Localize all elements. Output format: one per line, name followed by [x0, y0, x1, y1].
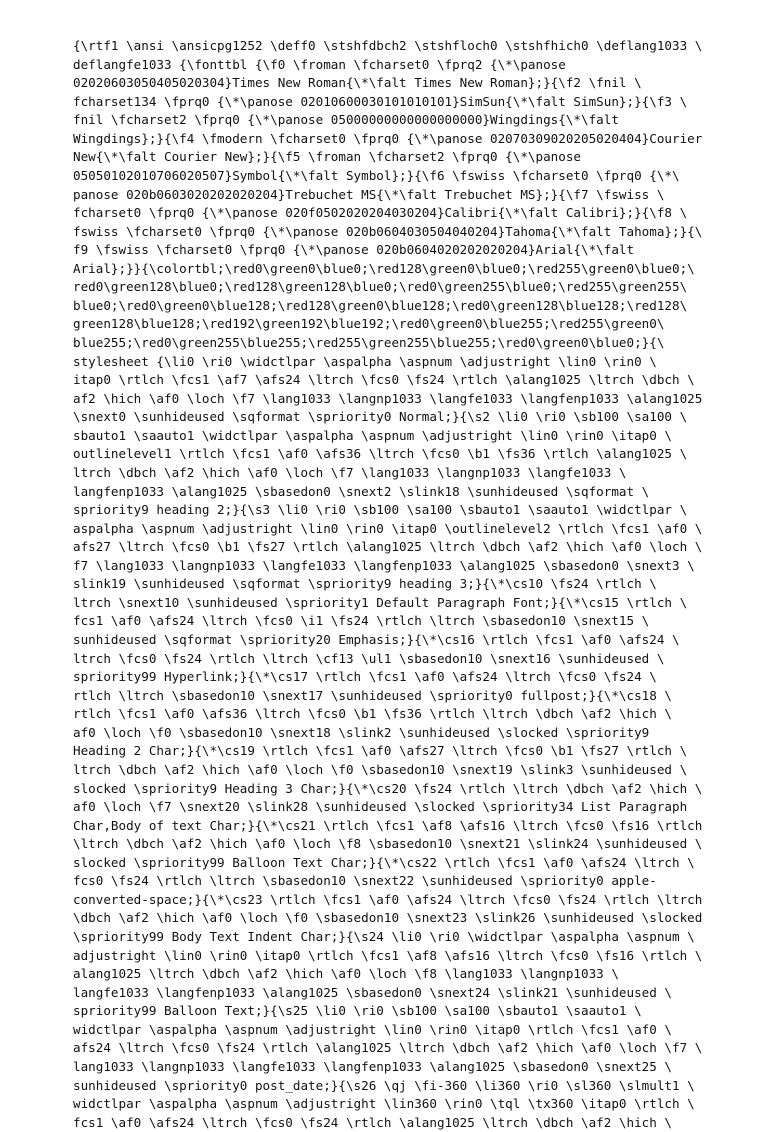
document-text-line: rtlch \fcs1 \af0 \afs36 \ltrch \fcs0 \b1 \fs36 \rtlch \ltrch \dbch \af2 \hich \	[73, 706, 672, 722]
document-text-line: slocked \spriority9 Heading 3 Char;}{\*\cs20 \fs24 \rtlch \ltrch \dbch \af2 \hich \	[73, 780, 703, 796]
document-text-line: alang1025 \ltrch \dbch \af2 \hich \af0 \loch \f8 \lang1033 \langnp1033 \	[73, 966, 619, 982]
document-text-line: Char,Body of text Char;}{\*\cs21 \rtlch \fcs1 \af8 \afs16 \ltrch \fcs0 \fs16 \rtlch	[73, 817, 703, 833]
document-text-line: afs27 \ltrch \fcs0 \b1 \fs27 \rtlch \alang1025 \ltrch \dbch \af2 \hich \af0 \loch \	[73, 539, 703, 555]
document-text-line: sunhideused \spriority0 post_date;}{\s26 \qj \fi-360 \li360 \ri0 \sl360 \slmult1 \	[73, 1077, 695, 1093]
document-text-line: widctlpar \aspalpha \aspnum \adjustright \lin360 \rin0 \tql \tx360 \itap0 \rtlch \	[73, 1096, 695, 1112]
document-text-line: af2 \hich \af0 \loch \f7 \lang1033 \langnp1033 \langfe1033 \langfenp1033 \alang1025	[73, 390, 703, 406]
document-text-line: fswiss \fcharset0 \fprq0 {\*\panose 020b0604030504040204}Tahoma{\*\falt Tahoma};}{\	[73, 223, 703, 239]
document-text-line: outlinelevel1 \rtlch \fcs1 \af0 \afs36 \ltrch \fcs0 \b1 \fs36 \rtlch \alang1025 \	[73, 446, 688, 462]
document-text-line: fcharset0 \fprq0 {\*\panose 020f0502020204030204}Calibri{\*\falt Calibri};}{\f8 \	[73, 205, 688, 221]
document-text-line: sbauto1 \saauto1 \widctlpar \aspalpha \aspnum \adjustright \lin0 \rin0 \itap0 \	[73, 427, 672, 443]
document-text-line: fcs1 \af0 \afs24 \ltrch \fcs0 \fs24 \rtlch \alang1025 \ltrch \dbch \af2 \hich \	[73, 1114, 672, 1130]
document-text-line: f9 \fswiss \fcharset0 \fprq0 {\*\panose 020b0604020202020204}Arial{\*\falt	[73, 242, 635, 258]
document-text-line: Heading 2 Char;}{\*\cs19 \rtlch \fcs1 \af0 \afs27 \ltrch \fcs0 \b1 \fs27 \rtlch \	[73, 743, 688, 759]
document-text-line: langfe1033 \langfenp1033 \alang1025 \sbasedon0 \snext24 \slink21 \sunhideused \	[73, 984, 672, 1000]
document-text-line: New{\*\falt Courier New};}{\f5 \froman \fcharset2 \fprq0 {\*\panose	[73, 149, 581, 165]
document-text-line: aspalpha \aspnum \adjustright \lin0 \rin0 \itap0 \outlinelevel2 \rtlch \fcs1 \af0 \	[73, 520, 703, 536]
document-page	[73, 37, 713, 1132]
document-text-line: fcs0 \fs24 \rtlch \ltrch \sbasedon10 \snext22 \sunhideused \spriority0 apple-	[73, 873, 657, 889]
document-text-line: slink19 \sunhideused \sqformat \spriority9 heading 3;}{\*\cs10 \fs24 \rtlch \	[73, 576, 657, 592]
document-text-line: spriority99 Hyperlink;}{\*\cs17 \rtlch \fcs1 \af0 \afs24 \ltrch \fcs0 \fs24 \	[73, 669, 657, 685]
document-text-line: lang1033 \langnp1033 \langfe1033 \langfenp1033 \alang1025 \sbasedon0 \snext25 \	[73, 1058, 672, 1074]
document-text-line: itap0 \rtlch \fcs1 \af7 \afs24 \ltrch \fcs0 \fs24 \rtlch \alang1025 \ltrch \dbch \	[73, 372, 695, 388]
document-text-line: \ltrch \dbch \af2 \hich \af0 \loch \f8 \sbasedon10 \snext21 \slink24 \sunhideused \	[73, 836, 703, 852]
document-text-line: spriority9 heading 2;}{\s3 \li0 \ri0 \sb100 \sa100 \sbauto1 \saauto1 \widctlpar \	[73, 502, 688, 518]
document-text-line: ltrch \fcs0 \fs24 \rtlch \ltrch \cf13 \ul1 \sbasedon10 \snext16 \sunhideused \	[73, 650, 665, 666]
document-text-line: fcs1 \af0 \afs24 \ltrch \fcs0 \i1 \fs24 \rtlch \ltrch \sbasedon10 \snext15 \	[73, 613, 650, 629]
document-text-line: fcharset134 \fprq0 {\*\panose 02010600030101010101}SimSun{\*\falt SimSun};}{\f3 \	[73, 93, 688, 109]
document-text-line: blue0;\red0\green0\blue128;\red128\green0\blue128;\red0\green128\blue128;\red128\	[73, 297, 688, 313]
document-text-line: f7 \lang1033 \langnp1033 \langfe1033 \langfenp1033 \alang1025 \sbasedon0 \snext3 \	[73, 557, 695, 573]
document-text-line: \snext0 \sunhideused \sqformat \spriority0 Normal;}{\s2 \li0 \ri0 \sb100 \sa100 \	[73, 409, 688, 425]
document-text-line: blue255;\red0\green255\blue255;\red255\green255\blue255;\red0\green0\blue0;}{\	[73, 335, 665, 350]
document-text-line: Arial};}}{\colortbl;\red0\green0\blue0;\red128\green0\blue0;\red255\green0\blue0;\	[73, 260, 695, 276]
document-text-line: langfenp1033 \alang1025 \sbasedon0 \snext2 \slink18 \sunhideused \sqformat \	[73, 483, 650, 499]
document-text-line: adjustright \lin0 \rin0 \itap0 \rtlch \fcs1 \af8 \afs16 \ltrch \fcs0 \fs16 \rtlch \	[73, 947, 703, 963]
document-text-line: afs24 \ltrch \fcs0 \fs24 \rtlch \alang1025 \ltrch \dbch \af2 \hich \af0 \loch \f7 \	[73, 1040, 703, 1056]
document-text-line: deflangfe1033 {\fonttbl {\f0 \froman \fcharset0 \fprq2 {\*\panose	[73, 56, 566, 72]
document-text-line: ltrch \snext10 \sunhideused \spriority1 Default Paragraph Font;}{\*\cs15 \rtlch \	[73, 594, 688, 610]
document-text-line: \dbch \af2 \hich \af0 \loch \f0 \sbasedon10 \snext23 \slink26 \sunhideused \slocked	[73, 910, 703, 926]
document-text-line: widctlpar \aspalpha \aspnum \adjustright \lin0 \rin0 \itap0 \rtlch \fcs1 \af0 \	[73, 1021, 672, 1037]
document-text-line: rtlch \ltrch \sbasedon10 \snext17 \sunhideused \spriority0 fullpost;}{\*\cs18 \	[73, 687, 672, 703]
document-text-line: spriority99 Balloon Text;}{\s25 \li0 \ri0 \sb100 \sa100 \sbauto1 \saauto1 \	[73, 1003, 642, 1019]
document-text-line: red0\green128\blue0;\red128\green128\blue0;\red0\green255\blue0;\red255\green255\	[73, 279, 688, 295]
document-text-line: {\rtf1 \ansi \ansicpg1252 \deff0 \stshfdbch2 \stshfloch0 \stshfhich0 \deflang1033 \	[73, 38, 703, 53]
document-text-line: \spriority99 Body Text Indent Char;}{\s24 \li0 \ri0 \widctlpar \aspalpha \aspnum \	[73, 929, 695, 944]
document-text-line: sunhideused \sqformat \spriority20 Emphasis;}{\*\cs16 \rtlch \fcs1 \af0 \afs24 \	[73, 632, 680, 647]
document-text-line: green128\blue128;\red192\green192\blue192;\red0\green0\blue255;\red255\green0\	[73, 316, 665, 332]
document-text-line: panose 020b0603020202020204}Trebuchet MS{\*\falt Trebuchet MS};}{\f7 \fswiss \	[73, 186, 665, 202]
document-text-line: ltrch \dbch \af2 \hich \af0 \loch \f0 \sbasedon10 \snext19 \slink3 \sunhideused \	[73, 761, 688, 777]
document-text-line: ltrch \dbch \af2 \hich \af0 \loch \f7 \lang1033 \langnp1033 \langfe1033 \	[73, 464, 627, 480]
document-text-line: slocked \spriority99 Balloon Text Char;}{\*\cs22 \rtlch \fcs1 \af0 \afs24 \ltrch \	[73, 854, 695, 870]
document-text-line: 05050102010706020507}Symbol{\*\falt Symbol};}{\f6 \fswiss \fcharset0 \fprq0 {\*\	[73, 167, 680, 183]
document-text-line: fnil \fcharset2 \fprq0 {\*\panose 05000000000000000000}Wingdings{\*\falt	[73, 112, 619, 128]
document-text-line: af0 \loch \f7 \snext20 \slink28 \sunhideused \slocked \spriority34 List Paragraph	[73, 799, 688, 815]
document-text-line: af0 \loch \f0 \sbasedon10 \snext18 \slink2 \sunhideused \slocked \spriority9	[73, 724, 650, 740]
document-text-line: 02020603050405020304}Times New Roman{\*\falt Times New Roman};}{\f2 \fnil \	[73, 75, 642, 91]
document-text-line: converted-space;}{\*\cs23 \rtlch \fcs1 \af0 \afs24 \ltrch \fcs0 \fs24 \rtlch \ltrch	[73, 891, 703, 907]
document-text-line: stylesheet {\li0 \ri0 \widctlpar \aspalpha \aspnum \adjustright \lin0 \rin0 \	[73, 353, 657, 369]
document-text-line: Wingdings};}{\f4 \fmodern \fcharset0 \fprq0 {\*\panose 02070309020205020404}Courier	[73, 130, 703, 146]
